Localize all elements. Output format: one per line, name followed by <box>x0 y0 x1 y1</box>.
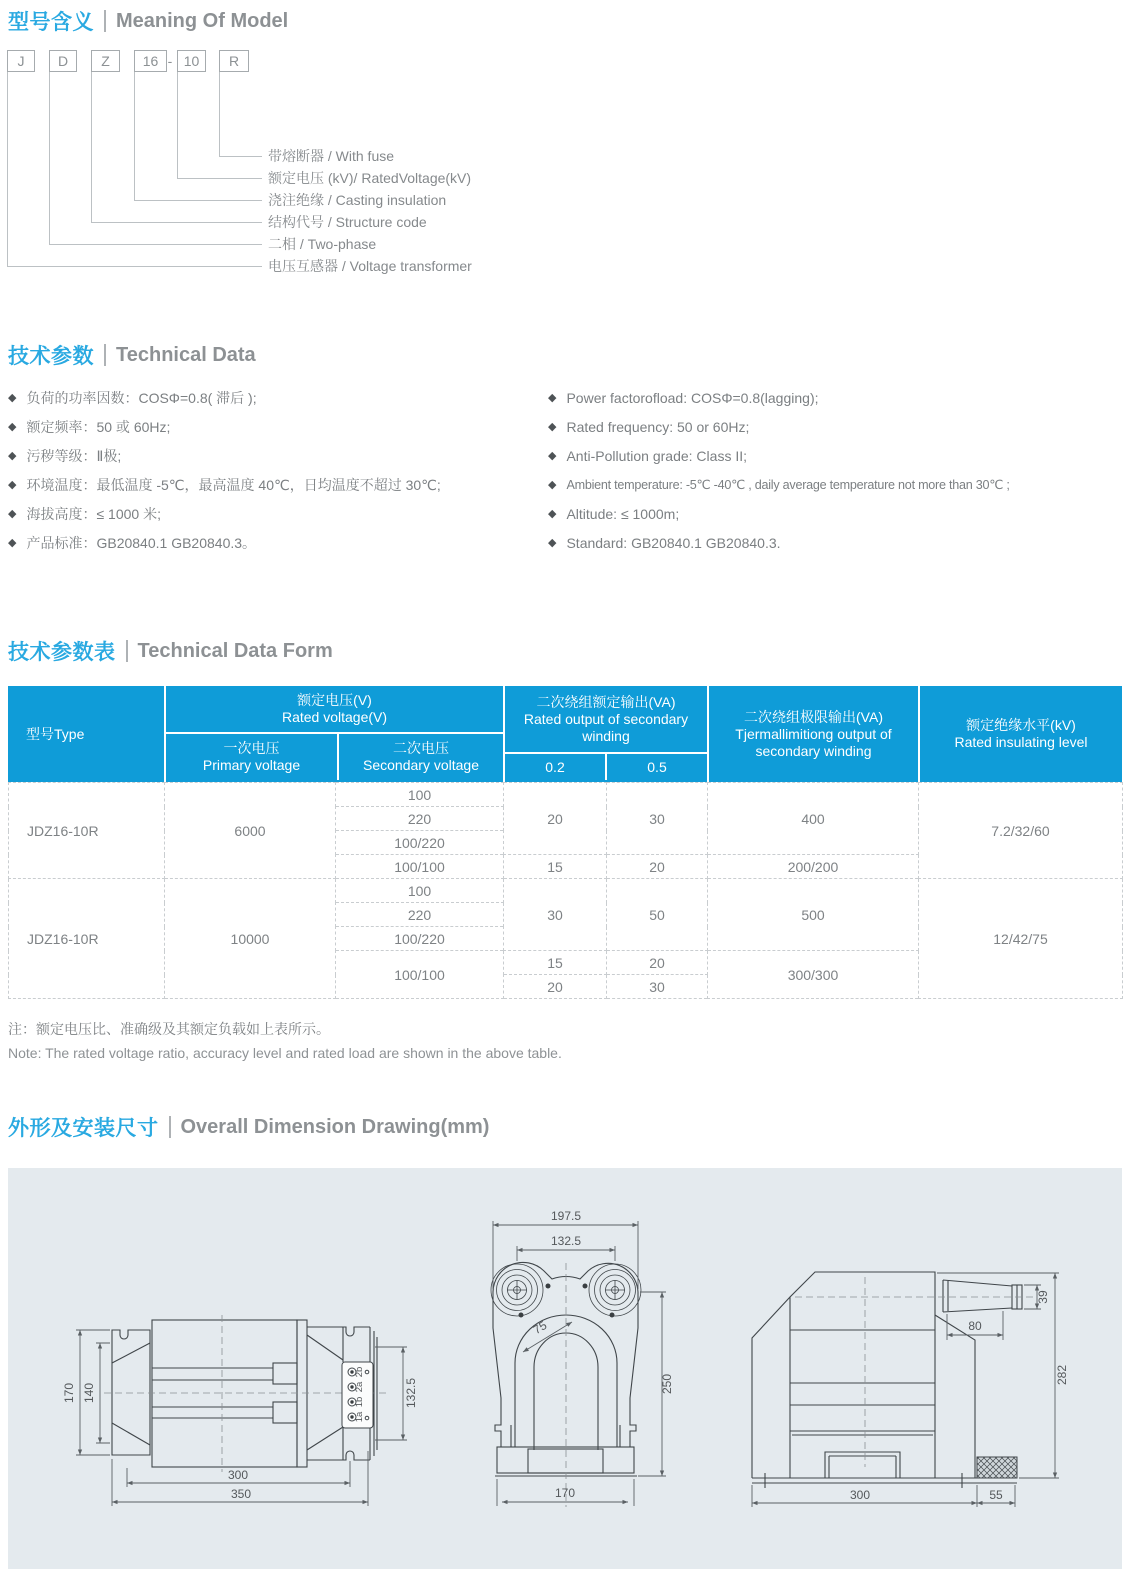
dim-label-132-5: 132.5 <box>550 1234 582 1248</box>
table-cell: 500 <box>708 879 919 951</box>
table-cell: 100/220 <box>336 831 504 855</box>
section-title-dim <box>8 1112 489 1142</box>
drawing-front-view <box>480 1195 725 1565</box>
terminal-block <box>342 1362 373 1428</box>
section-title-table <box>8 636 333 666</box>
list-item <box>548 499 1010 528</box>
table-note-zh: 注：额定电压比、准确级及其额定负载如上表所示。 <box>8 1021 330 1037</box>
table-header <box>8 686 1122 782</box>
col-group-rated-voltage-label <box>166 686 503 732</box>
dim-label-170: 170 <box>62 1382 76 1404</box>
section-title-model-zh: 型号含义 <box>8 11 94 34</box>
dim-label-197-5: 197.5 <box>550 1209 582 1223</box>
tech-item-zh: 环境温度：最低温度 -5℃，最高温度 40℃，日均温度不超过 30℃; <box>26 476 441 493</box>
cell-primary-g2: 10000 <box>165 879 336 999</box>
diamond-bullet-icon: ◆ <box>8 537 17 549</box>
model-box-Z: Z <box>91 50 120 72</box>
model-box-D: D <box>49 50 77 72</box>
tech-item-en: Power factorofload: COSΦ=0.8(lagging); <box>566 389 819 406</box>
dim-label-300: 300 <box>227 1468 249 1482</box>
section-title-tech-zh: 技术参数 <box>8 345 94 368</box>
technical-data-form <box>8 686 1122 999</box>
table-cell: 100/100 <box>336 951 504 999</box>
cell-insulation-g1: 7.2/32/60 <box>919 783 1123 879</box>
table-cell: 100/100 <box>336 855 504 879</box>
table-cell: 20 <box>504 975 607 999</box>
table-cell: 15 <box>504 951 607 975</box>
col-header-acc02 <box>505 754 605 780</box>
diamond-bullet-icon: ◆ <box>8 392 17 404</box>
terminal-label: 1b <box>354 1396 365 1408</box>
terminal-label: 1a <box>354 1411 365 1423</box>
side-view-centerlines <box>795 1277 1035 1467</box>
header-en: Secondary voltage <box>363 757 479 773</box>
table-cell: 50 <box>607 879 708 951</box>
diamond-bullet-icon: ◆ <box>548 508 557 520</box>
table-row <box>9 879 1123 903</box>
table-row <box>9 783 1123 807</box>
drawing-side-view <box>735 1245 1115 1565</box>
tech-item-zh: 产品标准：GB20840.1 GB20840.3。 <box>26 534 257 551</box>
tech-item-zh: 海拔高度：≤ 1000 米; <box>26 505 161 522</box>
list-item <box>548 383 1010 412</box>
model-box-J: J <box>7 50 35 72</box>
table-cell: 30 <box>504 879 607 951</box>
model-label-transformer: 电压互感器 / Voltage transformer <box>268 258 472 274</box>
diamond-bullet-icon: ◆ <box>548 421 557 433</box>
tech-item-en: Altitude: ≤ 1000m; <box>566 505 680 522</box>
dim-label-250: 250 <box>660 1373 674 1395</box>
table-cell: 15 <box>504 855 607 879</box>
dim-label-140: 140 <box>82 1382 96 1404</box>
table-cell: 200/200 <box>708 855 919 879</box>
model-dash: - <box>167 53 173 69</box>
table-cell: 30 <box>607 975 708 999</box>
diamond-bullet-icon: ◆ <box>8 479 17 491</box>
header-acc05-label: 0.5 <box>647 758 667 775</box>
list-item <box>8 528 441 557</box>
dim-label-300: 300 <box>849 1488 871 1502</box>
model-label-voltage: 额定电压 (kV)/ RatedVoltage(kV) <box>268 170 472 186</box>
cell-type-g1: JDZ16-10R <box>9 783 165 879</box>
col-header-acc05 <box>605 754 707 780</box>
diamond-bullet-icon: ◆ <box>548 392 557 404</box>
model-box-10: 10 <box>177 50 206 72</box>
header-zh: 额定电压(V) <box>297 692 372 708</box>
drawing-top-view <box>60 1315 480 1565</box>
dim-label-282: 282 <box>1055 1364 1069 1386</box>
cell-type-g2: JDZ16-10R <box>9 879 165 999</box>
dim-label-132-5: 132.5 <box>404 1377 418 1409</box>
terminal-label: 2a <box>354 1381 365 1393</box>
list-item <box>548 412 1010 441</box>
table-cell: 30 <box>607 783 708 855</box>
list-item <box>8 470 441 499</box>
section-title-dim-zh: 外形及安装尺寸 <box>8 1117 159 1140</box>
col-header-type-label: 型号Type <box>26 725 85 742</box>
technical-data-table <box>8 782 1123 999</box>
model-box-R: R <box>219 50 249 72</box>
diamond-bullet-icon: ◆ <box>548 479 557 491</box>
header-en: Rated insulating level <box>954 734 1088 750</box>
list-item <box>548 441 1010 470</box>
tech-item-en: Ambient temperature: -5℃ -40℃ , daily average temperature not more than 30℃ ; <box>566 478 1010 492</box>
table-cell: 100 <box>336 879 504 903</box>
header-en: Rated voltage(V) <box>281 709 388 725</box>
table-cell: 220 <box>336 807 504 831</box>
top-view-outline <box>112 1320 377 1467</box>
title-divider <box>126 640 128 662</box>
header-en: Tjermallimitiong output of secondary winding <box>735 725 892 759</box>
title-divider <box>169 1116 171 1138</box>
dimension-drawing-panel <box>8 1168 1122 1569</box>
list-item <box>548 528 1010 557</box>
col-header-type <box>8 686 164 782</box>
tech-item-zh: 污秽等级：Ⅱ极; <box>26 447 122 464</box>
col-header-insulation <box>918 686 1122 782</box>
header-en: Rated output of secondary winding <box>523 710 689 744</box>
list-item <box>8 441 441 470</box>
section-title-dim-en: Overall Dimension Drawing(mm) <box>180 1115 490 1138</box>
tech-data-list-en <box>548 383 1010 557</box>
tech-item-en: Rated frequency: 50 or 60Hz; <box>566 418 750 435</box>
col-header-limit <box>707 686 918 782</box>
tech-item-zh: 负荷的功率因数：COSΦ=0.8( 滞后 ); <box>26 389 257 406</box>
model-label-structure: 结构代号 / Structure code <box>268 214 427 230</box>
diamond-bullet-icon: ◆ <box>548 450 557 462</box>
diamond-bullet-icon: ◆ <box>548 537 557 549</box>
table-cell: 100/220 <box>336 927 504 951</box>
table-cell: 20 <box>607 951 708 975</box>
tech-data-list-zh <box>8 383 441 557</box>
list-item <box>8 383 441 412</box>
cell-primary-g1: 6000 <box>165 783 336 879</box>
title-divider <box>104 344 106 366</box>
dim-label-75: 75 <box>530 1318 550 1338</box>
table-cell: 20 <box>504 783 607 855</box>
header-en: Primary voltage <box>202 757 301 773</box>
col-group-rated-voltage <box>164 686 503 782</box>
table-cell: 300/300 <box>708 951 919 999</box>
table-cell: 400 <box>708 783 919 855</box>
model-label-casting: 浇注绝缘 / Casting insulation <box>268 192 447 208</box>
dim-label-80: 80 <box>968 1319 982 1333</box>
tech-item-en: Anti-Pollution grade: Class II; <box>566 447 747 464</box>
diamond-bullet-icon: ◆ <box>8 450 17 462</box>
header-zh: 二次绕组极限输出(VA) <box>744 708 883 725</box>
section-title-tech-en: Technical Data <box>116 343 256 366</box>
section-title-tech <box>8 340 256 370</box>
terminal-label: 2b <box>354 1366 365 1378</box>
header-zh: 额定绝缘水平(kV) <box>966 717 1076 733</box>
table-cell: 220 <box>336 903 504 927</box>
section-title-model-en: Meaning Of Model <box>116 9 289 32</box>
header-zh: 二次电压 <box>393 740 449 756</box>
cell-insulation-g2: 12/42/75 <box>919 879 1123 999</box>
dim-label-39: 39 <box>1036 1290 1050 1304</box>
dim-label-350: 350 <box>230 1487 252 1501</box>
list-item <box>8 412 441 441</box>
front-view-outline <box>493 1262 638 1476</box>
model-label-fuse: 带熔断器 / With fuse <box>268 148 395 164</box>
dim-label-170: 170 <box>554 1486 576 1500</box>
dim-label-55: 55 <box>989 1488 1003 1502</box>
side-view-hatch-block <box>977 1457 1017 1478</box>
table-cell: 20 <box>607 855 708 879</box>
list-item <box>548 470 1010 499</box>
model-box-16: 16 <box>134 50 167 72</box>
section-title-table-en: Technical Data Form <box>137 639 333 662</box>
col-header-secondary <box>337 734 503 780</box>
table-cell: 100 <box>336 783 504 807</box>
model-label-twophase: 二相 / Two-phase <box>268 236 377 252</box>
list-item <box>8 499 441 528</box>
col-header-primary <box>166 734 337 780</box>
header-zh: 一次电压 <box>223 740 280 756</box>
tech-item-en: Standard: GB20840.1 GB20840.3. <box>566 534 781 551</box>
section-title-table-zh: 技术参数表 <box>8 641 116 664</box>
header-acc02-label: 0.2 <box>545 758 565 775</box>
tech-item-zh: 额定频率：50 或 60Hz; <box>26 418 171 435</box>
table-note-en: Note: The rated voltage ratio, accuracy level and rated load are shown in the above table. <box>8 1045 562 1061</box>
side-view-outline <box>752 1272 1022 1488</box>
diamond-bullet-icon: ◆ <box>8 508 17 520</box>
diamond-bullet-icon: ◆ <box>8 421 17 433</box>
col-group-rated-output <box>503 686 707 782</box>
col-group-rated-output-label <box>505 686 707 752</box>
model-meaning-diagram <box>0 0 1131 300</box>
model-connector-lines <box>0 0 1131 300</box>
header-zh: 二次绕组额定输出(VA) <box>536 693 676 710</box>
